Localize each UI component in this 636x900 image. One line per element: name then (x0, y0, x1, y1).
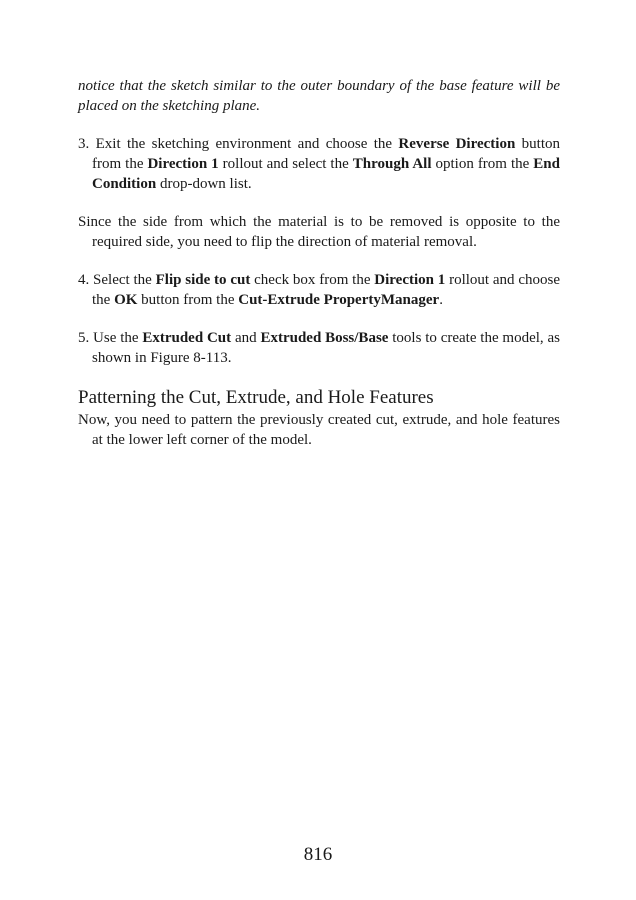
through-all-term: Through All (352, 156, 432, 172)
note-paragraph: Since the side from which the material is to be removed is opposite to the required side, you need to flip the direction of material removal. (78, 214, 560, 250)
step-5-paragraph (78, 328, 560, 368)
direction-1-term: Direction 1 (374, 272, 446, 288)
extruded-cut-term: Extruded Cut (142, 330, 232, 346)
step-3-text-4: option from the (431, 156, 534, 172)
cut-extrude-propertymanager-term: Cut-Extrude PropertyManager (238, 292, 440, 308)
step-5-text-3: tools to create the model, as shown in Figure 8-113. (92, 330, 560, 366)
step-4-text-2: check box from the (250, 272, 375, 288)
step-4-text-4: button from the (137, 292, 239, 308)
step-3-text-3: rollout and select the (218, 156, 353, 172)
step-3-paragraph (78, 134, 560, 194)
section-paragraph: Now, you need to pattern the previously created cut, extrude, and hole features at the lower left corner of the model. (78, 412, 560, 448)
page-number: 816 (303, 844, 333, 865)
step-4-text-1: 4. Select the (78, 272, 156, 288)
step-3-text-5: drop-down list. (156, 176, 252, 192)
reverse-direction-term: Reverse Direction (398, 136, 516, 152)
flip-side-to-cut-term: Flip side to cut (155, 272, 251, 288)
end-condition-term: End Condition (92, 156, 560, 192)
page-body (78, 76, 560, 450)
direction-1-term: Direction 1 (147, 156, 219, 172)
ok-term: OK (114, 292, 138, 308)
step-5-text-2: and (231, 330, 261, 346)
step-5-text-1: 5. Use the (78, 330, 143, 346)
step-4-paragraph (78, 270, 560, 310)
step-4-text-3: rollout and choose the (92, 272, 561, 308)
extruded-boss-base-term: Extruded Boss/Base (260, 330, 389, 346)
step-4-text-5: . (439, 292, 443, 308)
step-3-text-2: button from the (92, 136, 560, 172)
step-3-text-1: 3. Exit the sketching environment and choose the (78, 136, 399, 152)
section-heading: Patterning the Cut, Extrude, and Hole Features (78, 387, 434, 408)
intro-paragraph: notice that the sketch similar to the outer boundary of the base feature will be placed on the sketching plane. (78, 78, 560, 114)
